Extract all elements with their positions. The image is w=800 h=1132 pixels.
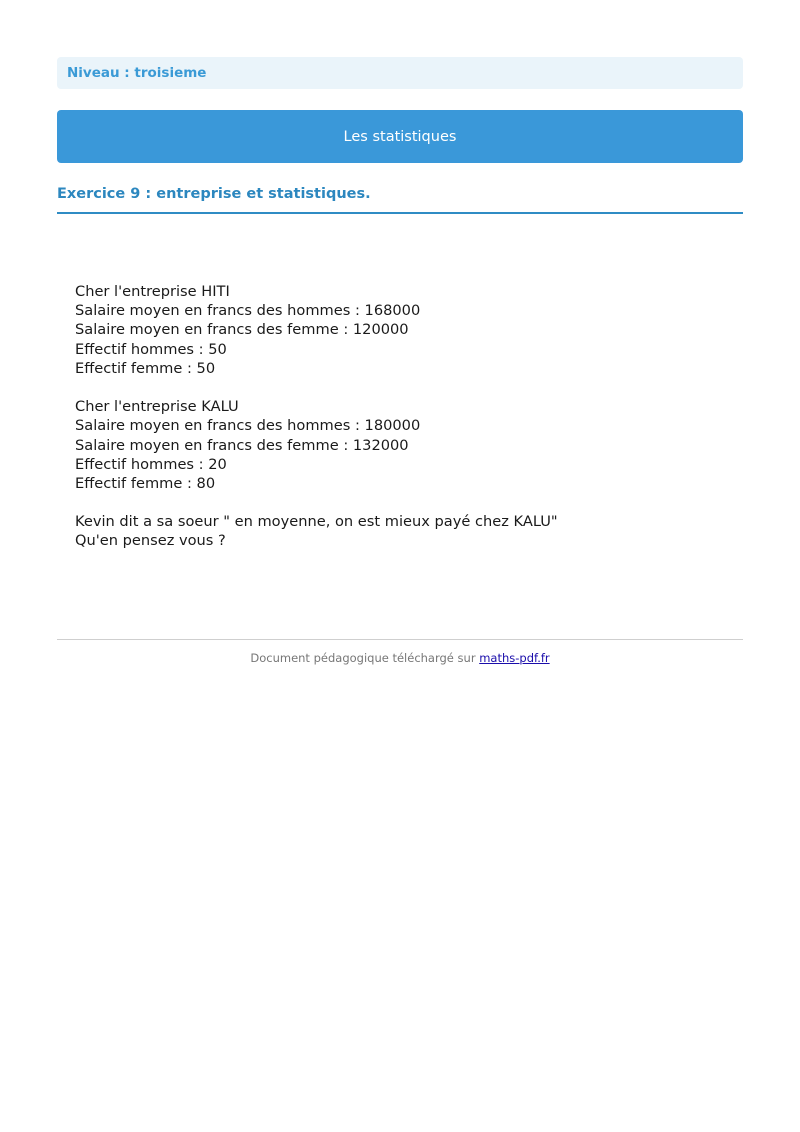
statement-line: Kevin dit a sa soeur " en moyenne, on est mieux payé chez KALU" xyxy=(75,513,558,531)
statement-line: Salaire moyen en francs des femme : 120000 xyxy=(75,321,409,339)
statement-line: Qu'en pensez vous ? xyxy=(75,532,226,550)
footer-link[interactable]: maths-pdf.fr xyxy=(479,651,550,665)
title-banner xyxy=(57,110,743,163)
statement-line: Effectif hommes : 20 xyxy=(75,455,227,473)
footer-divider xyxy=(57,639,743,640)
statement-line: Effectif femme : 80 xyxy=(75,474,216,492)
page-title: Les statistiques xyxy=(343,128,457,145)
level-text: Niveau : troisieme xyxy=(67,65,207,81)
statement-line: Effectif hommes : 50 xyxy=(75,340,227,358)
exercise-statement xyxy=(75,282,635,551)
paragraph-spacer xyxy=(75,493,635,512)
statement-line: Cher l'entreprise KALU xyxy=(75,398,239,416)
exercise-title-text: Exercice 9 : entreprise et statistiques. xyxy=(57,186,371,202)
paragraph-spacer xyxy=(75,378,635,397)
statement-line: Effectif femme : 50 xyxy=(75,359,216,377)
level-label xyxy=(57,57,743,89)
statement-line: Salaire moyen en francs des hommes : 180000 xyxy=(75,417,421,435)
statement-line: Cher l'entreprise HITI xyxy=(75,283,230,300)
footer xyxy=(57,651,743,665)
exercise-heading xyxy=(57,186,743,214)
footer-text: Document pédagogique téléchargé sur xyxy=(250,651,480,665)
statement-line: Salaire moyen en francs des hommes : 168000 xyxy=(75,302,421,320)
statement-line: Salaire moyen en francs des femme : 132000 xyxy=(75,436,409,454)
